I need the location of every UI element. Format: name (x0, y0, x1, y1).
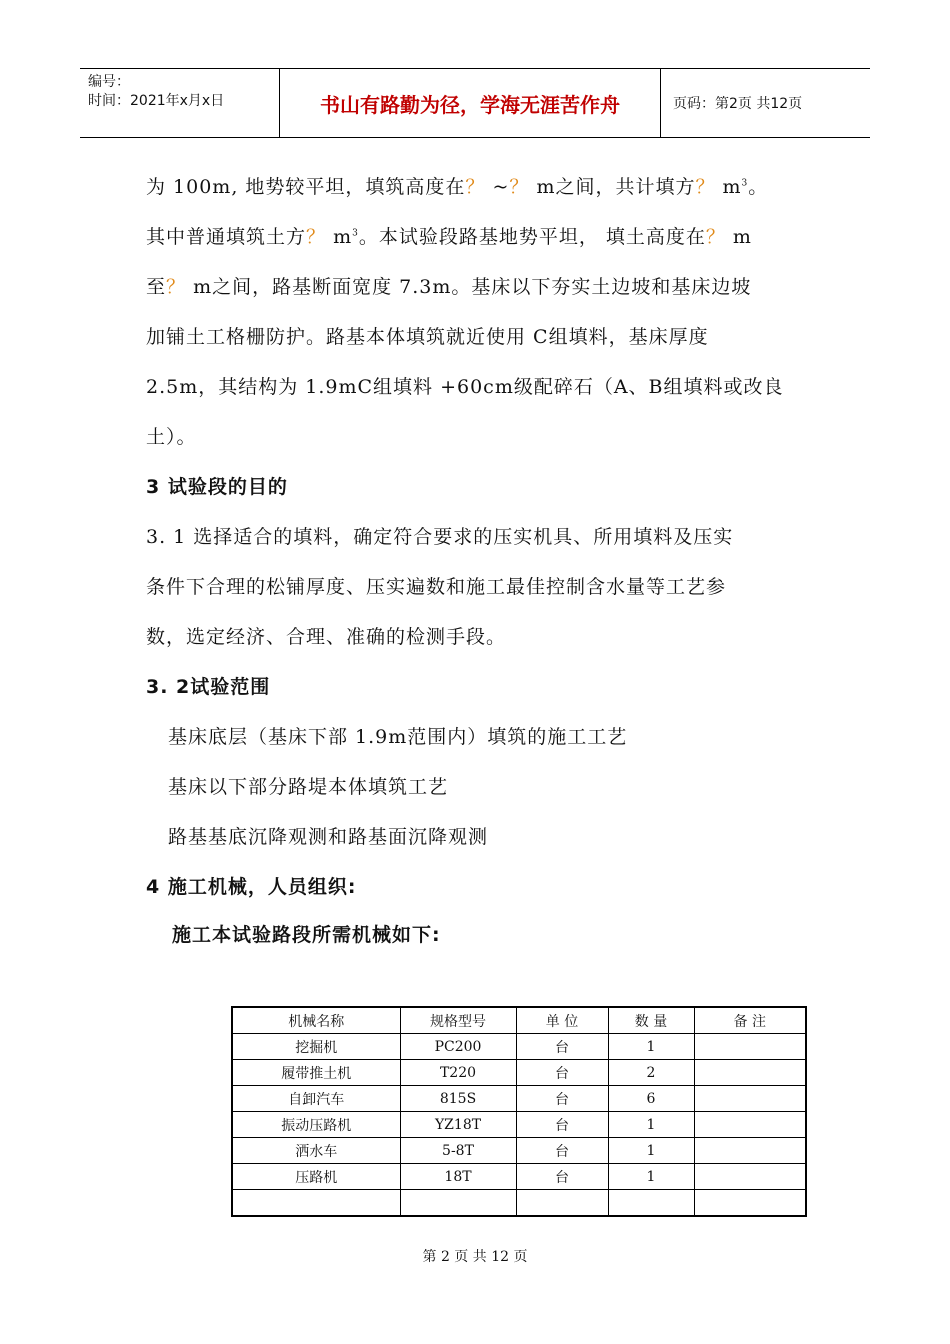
scope-item-3: 路基基底沉降观测和路基面沉降观测 (168, 826, 489, 848)
section31-line3: 数，选定经济、合理、准确的检测手段。 (146, 626, 507, 648)
table-row (232, 1164, 806, 1190)
number-label: 编号： (88, 74, 130, 90)
cell-remarks (694, 1112, 806, 1138)
cell-model: PC200 (400, 1034, 516, 1060)
cell-remarks (694, 1060, 806, 1086)
header-model: 规格型号 (400, 1007, 516, 1034)
scope-item-1: 基床底层（基床下部 1.9m范围内）填筑的施工工艺 (168, 726, 628, 748)
page-footer: 第 2 页 共 12 页 (422, 1249, 528, 1265)
para1-line2: 其中普通填筑土方？ $m^3$。本试验段路基地势平坦， 填土高度在？ m (146, 226, 752, 248)
table-row (232, 1190, 806, 1217)
cell-unit (516, 1190, 608, 1217)
table-row (232, 1034, 806, 1060)
section3-title: 3 试验段的目的 (146, 476, 288, 498)
para1-line4: 加铺土工格栅防护。路基本体填筑就近使用 C组填料，基床厚度 (146, 326, 709, 348)
cell-name: 履带推土机 (232, 1060, 400, 1086)
cell-quantity: 1 (608, 1138, 694, 1164)
cell-unit: 台 (516, 1034, 608, 1060)
time-label: 时间：2021年x月x日 (88, 93, 225, 109)
header-remarks: 备 注 (694, 1007, 806, 1034)
section32-title: 3. 2试验范围 (146, 676, 271, 698)
cell-model: 18T (400, 1164, 516, 1190)
cell-quantity (608, 1190, 694, 1217)
header-quantity: 数 量 (608, 1007, 694, 1034)
cell-quantity: 1 (608, 1112, 694, 1138)
section4-intro: 施工本试验路段所需机械如下: (172, 924, 441, 946)
cell-remarks (694, 1034, 806, 1060)
cell-remarks (694, 1164, 806, 1190)
cell-unit: 台 (516, 1060, 608, 1086)
cell-name: 振动压路机 (232, 1112, 400, 1138)
cell-unit: 台 (516, 1112, 608, 1138)
cell-model: 815S (400, 1086, 516, 1112)
table-header-row (232, 1007, 806, 1034)
cell-name: 压路机 (232, 1164, 400, 1190)
table-row (232, 1060, 806, 1086)
cell-model (400, 1190, 516, 1217)
cell-model: T220 (400, 1060, 516, 1086)
cell-quantity: 1 (608, 1034, 694, 1060)
cell-quantity: 1 (608, 1164, 694, 1190)
cell-remarks (694, 1086, 806, 1112)
cell-remarks (694, 1138, 806, 1164)
header-motto: 书山有路勤为径，学海无涯苦作舟 (280, 69, 661, 137)
table-row (232, 1086, 806, 1112)
table-row (232, 1112, 806, 1138)
cell-unit: 台 (516, 1164, 608, 1190)
section31-line1: 3. 1 选择适合的填料，确定符合要求的压实机具、所用填料及压实 (146, 526, 734, 548)
cell-remarks (694, 1190, 806, 1217)
cell-quantity: 6 (608, 1086, 694, 1112)
cell-name (232, 1190, 400, 1217)
machinery-table (231, 1006, 807, 1217)
scope-item-2: 基床以下部分路堤本体填筑工艺 (168, 776, 449, 798)
cell-name: 洒水车 (232, 1138, 400, 1164)
table-row (232, 1138, 806, 1164)
section4-title: 4 施工机械，人员组织: (146, 876, 357, 898)
cell-unit: 台 (516, 1138, 608, 1164)
cell-model: YZ18T (400, 1112, 516, 1138)
header-meta (80, 69, 280, 137)
para1-line3: 至？ m之间，路基断面宽度 7.3m。基床以下夯实土边坡和基床边坡 (146, 276, 752, 298)
cell-unit: 台 (516, 1086, 608, 1112)
header-page-label: 页码：第2页 共12页 (673, 96, 803, 112)
cell-model: 5-8T (400, 1138, 516, 1164)
para1-line5: 2.5m，其结构为 1.9mC组填料 +60cm级配碎石（A、B组填料或改良 (146, 376, 784, 398)
cell-quantity: 2 (608, 1060, 694, 1086)
cell-name: 自卸汽车 (232, 1086, 400, 1112)
page-header (80, 68, 870, 138)
para1-line1: 为 100m, 地势较平坦，填筑高度在？ ~？ m之间，共计填方？ $m^3$。 (146, 176, 769, 198)
section31-line2: 条件下合理的松铺厚度、压实遍数和施工最佳控制含水量等工艺参 (146, 576, 727, 598)
para1-line6: 土）。 (146, 426, 197, 448)
cell-name: 挖掘机 (232, 1034, 400, 1060)
header-unit: 单 位 (516, 1007, 608, 1034)
header-machine-name: 机械名称 (232, 1007, 400, 1034)
